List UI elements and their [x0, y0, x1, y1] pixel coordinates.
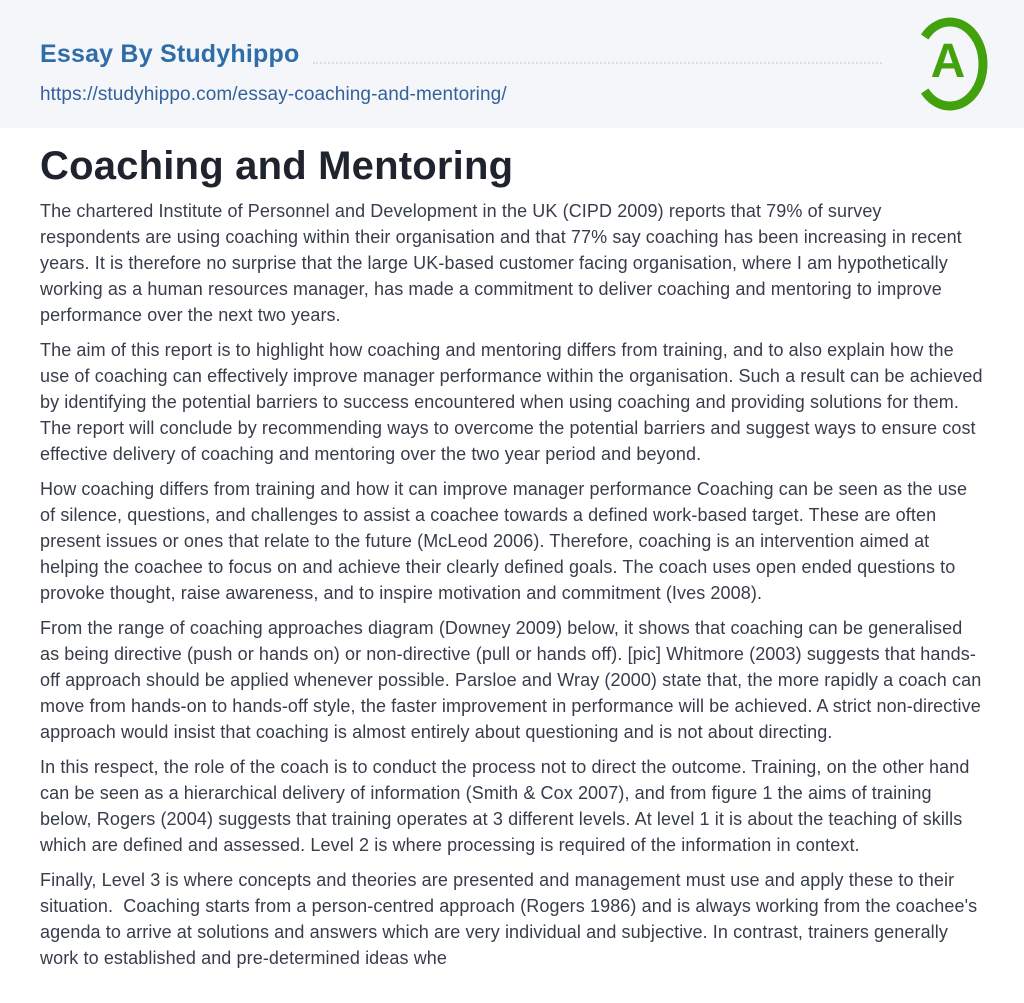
- header-band: [0, 0, 1024, 128]
- site-title: Essay By Studyhippo: [40, 40, 300, 68]
- essay-paragraph: Finally, Level 3 is where concepts and theories are presented and management must use and apply these to their situation. Coaching starts from a person-centred approach (Rogers 1986) and is always working from the coachee's agenda to arrive at solutions and answers which are very individual and subjective. In contrast, trainers generally work to established and pre-determined ideas whe: [40, 870, 983, 968]
- essay-paragraph: From the range of coaching approaches diagram (Downey 2009) below, it shows that coaching can be generalised as being directive (push or hands on) or non-directive (pull or hands off). [pic] Whitmore (2003) suggests that hands-off approach should be applied whenever possible. Parsloe and Wray (2000) state that, the more rapidly a coach can move from hands-on to hands-off style, the faster improvement in performance will be achieved. A strict non-directive approach would insist that coaching is almost entirely about questioning and is not about directing.: [40, 618, 987, 742]
- logo-letter: A: [930, 35, 966, 88]
- essay-paragraph: How coaching differs from training and how it can improve manager performance Coaching can be seen as the use of silence, questions, and challenges to assist a coachee towards a defined work-based target. These are often present issues or ones that relate to the future (McLeod 2006). Therefore, coaching is an intervention aimed at helping the coachee to focus on and achieve their clearly defined goals. The coach uses open ended questions to provoke thought, raise awareness, and to inspire motivation and commitment (Ives 2008).: [40, 479, 973, 603]
- logo-svg: [910, 16, 988, 112]
- essay-paragraph: The chartered Institute of Personnel and Development in the UK (CIPD 2009) reports that 79% of survey respondents are using coaching within their organisation and that 77% say coaching has been increasing in recent years. It is therefore no surprise that the large UK-based customer facing organisation, where I am hypothetically working as a human resources manager, has made a commitment to deliver coaching and mentoring to improve performance over the next two years.: [40, 201, 967, 325]
- header-title-row: [40, 38, 882, 70]
- studyhippo-logo-icon: [910, 16, 988, 112]
- essay-title: Coaching and Mentoring: [40, 144, 514, 188]
- essay-content: [40, 128, 988, 971]
- dotted-separator: [313, 62, 882, 64]
- essay-paragraph: The aim of this report is to highlight how coaching and mentoring differs from training, and to also explain how the use of coaching can effectively improve manager performance within the organisation. Such a result can be achieved by identifying the potential barriers to success encountered when using coaching and providing solutions for them. The report will conclude by recommending ways to overcome the potential barriers and suggest ways to ensure cost effective delivery of coaching and mentoring over the two year period and beyond.: [40, 340, 988, 464]
- essay-url-link[interactable]: https://studyhippo.com/essay-coaching-and-mentoring/: [40, 84, 507, 105]
- essay-paragraph: In this respect, the role of the coach is to conduct the process not to direct the outcome. Training, on the other hand can be seen as a hierarchical delivery of information (Smith & Cox 2007), and from figure 1 the aims of training below, Rogers (2004) suggests that training operates at 3 different levels. At level 1 it is about the teaching of skills which are defined and assessed. Level 2 is where processing is required of the information in context.: [40, 757, 975, 855]
